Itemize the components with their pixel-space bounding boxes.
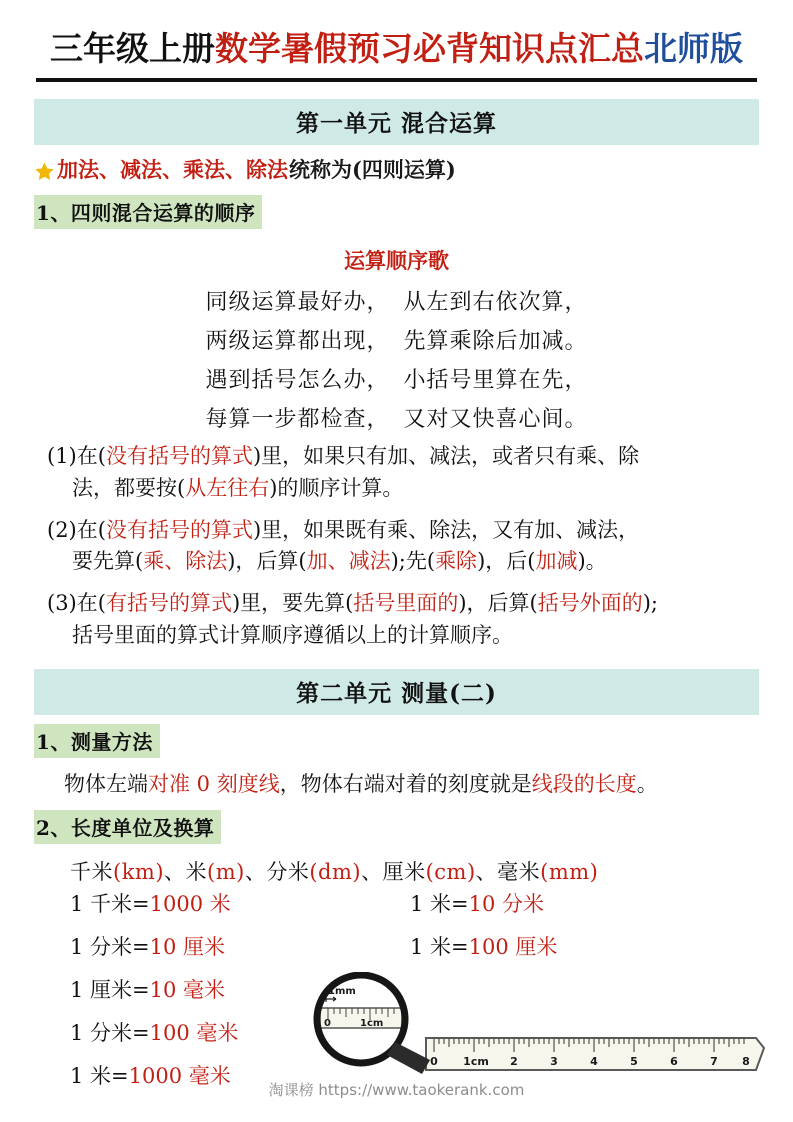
- rule-continuation: [48, 546, 759, 578]
- unit1-banner: 第一单元 混合运算: [34, 99, 759, 145]
- body-text: )，后(: [477, 549, 536, 574]
- unit1-star-line: [34, 155, 759, 185]
- svg-text:5: 5: [630, 1054, 638, 1068]
- unit-separator: 、: [244, 859, 267, 884]
- poem-line-a: 每算一步都检查，: [205, 406, 390, 432]
- svg-text:4: 4: [590, 1054, 598, 1068]
- unit2-section1-heading: 1、测量方法: [34, 724, 160, 758]
- rule-continuation: [48, 473, 759, 505]
- emphasis-text: 括号外面的: [537, 591, 643, 616]
- conversion-lhs: 1 米=: [70, 1063, 129, 1088]
- rule-item: [34, 588, 759, 652]
- poem-line-a: 遇到括号怎么办，: [205, 367, 390, 393]
- conversion-lhs: 1 分米=: [70, 1020, 150, 1045]
- rule-main: [77, 591, 658, 615]
- emphasis-text: 线段的长度: [531, 772, 637, 797]
- conversion-rhs: 1000 毫米: [128, 1063, 231, 1088]
- svg-text:6: 6: [670, 1054, 678, 1068]
- body-text: ，物体右端对着的刻度就是: [279, 772, 532, 797]
- star-icon: [34, 160, 55, 181]
- emphasis-text: 乘、除法: [143, 549, 228, 574]
- poem-line: [34, 328, 759, 354]
- unit2-banner: 第二单元 测量(二): [34, 669, 759, 715]
- star-line-black: 统称为(四则运算): [289, 157, 456, 183]
- svg-text:0: 0: [324, 1017, 331, 1029]
- conversions-left-column: [70, 891, 239, 1109]
- unit2-section2-heading: 2、长度单位及换算: [34, 810, 221, 844]
- rule-main: [77, 444, 639, 468]
- conversion-lhs: 1 分米=: [70, 934, 150, 959]
- emphasis-text: 没有括号的算式: [105, 517, 253, 542]
- emphasis-text: 加减: [535, 549, 578, 574]
- conversion-lhs: 1 千米=: [70, 891, 150, 916]
- conversion-item: [70, 977, 238, 1002]
- poem-line-b: 从左到右依次算，: [403, 289, 588, 315]
- unit-name: 千米: [70, 859, 113, 884]
- body-text: 物体左端: [64, 772, 148, 797]
- body-text: 要先算(: [72, 549, 144, 574]
- magnifier-over-ruler-illustration: [298, 972, 778, 1097]
- conversion-rhs: 10 毫米: [149, 977, 226, 1002]
- body-text: 在(: [76, 517, 106, 542]
- unit-abbreviation: (m): [207, 859, 245, 884]
- poem-title: 运算顺序歌: [344, 247, 449, 273]
- rule-number: (1): [47, 443, 77, 468]
- emphasis-text: 有括号的算式: [105, 591, 232, 616]
- watermark: 淘课榜 https://www.taokerank.com: [268, 1081, 525, 1099]
- emphasis-text: 乘除: [435, 549, 478, 574]
- unit-abbreviation: (km): [113, 859, 165, 884]
- body-text: )的顺序计算。: [269, 475, 404, 500]
- body-text: )。: [577, 549, 607, 574]
- conversion-lhs: 1 米=: [410, 891, 469, 916]
- body-text: )，后算(: [227, 549, 307, 574]
- emphasis-text: 没有括号的算式: [105, 443, 253, 468]
- conversion-rhs: 100 毫米: [149, 1020, 239, 1045]
- unit-separator: 、: [361, 859, 383, 884]
- measure-method-paragraph: [34, 769, 759, 801]
- svg-text:1cm: 1cm: [360, 1017, 384, 1029]
- unit-name: 厘米: [382, 859, 426, 884]
- conversion-rhs: 100 厘米: [468, 934, 558, 959]
- unit1-section1-heading: 1、四则混合运算的顺序: [34, 195, 262, 229]
- poem-line-b: 又对又快喜心间。: [403, 406, 588, 432]
- poem-line: [34, 289, 759, 315]
- conversion-item: [410, 934, 558, 959]
- body-text: 括号里面的算式计算顺序遵循以上的计算顺序。: [72, 623, 513, 648]
- poem-body: [34, 289, 759, 432]
- conversion-item: [410, 891, 557, 916]
- conversion-item: [70, 1020, 239, 1045]
- poem-line: [34, 367, 759, 393]
- unit-name: 分米: [266, 859, 310, 884]
- poem-line-a: 同级运算最好办，: [205, 289, 390, 315]
- rule-item: [34, 441, 759, 505]
- length-units-row: [34, 856, 759, 886]
- svg-text:2: 2: [510, 1054, 518, 1068]
- svg-text:1cm: 1cm: [463, 1054, 489, 1068]
- svg-text:3: 3: [550, 1054, 558, 1068]
- poem-line-b: 先算乘除后加减。: [403, 328, 588, 354]
- svg-text:8: 8: [742, 1054, 750, 1068]
- title-grade: 三年级上册: [50, 29, 215, 68]
- svg-text:7: 7: [710, 1054, 718, 1068]
- conversions-right-column: [410, 891, 558, 980]
- title-divider: [36, 78, 757, 82]
- rule-item: [34, 515, 759, 579]
- conversion-lhs: 1 厘米=: [70, 977, 150, 1002]
- svg-text:1mm: 1mm: [328, 985, 356, 997]
- title-subject: 数学暑假预习必背知识点汇总: [215, 29, 644, 68]
- body-text: )里，如果只有加、减法，或者只有乘、除: [252, 443, 640, 468]
- rule-main: [77, 518, 639, 542]
- conversions-block: [34, 891, 759, 1104]
- unit-separator: 、: [475, 859, 498, 884]
- body-text: 在(: [76, 443, 106, 468]
- unit-abbreviation: (mm): [540, 859, 599, 884]
- emphasis-text: 对准 0 刻度线: [148, 772, 280, 797]
- star-line-red: 加法、减法、乘法、除法: [57, 157, 288, 183]
- title-block: [34, 0, 759, 82]
- unit-abbreviation: (cm): [425, 859, 476, 884]
- conversion-item: [70, 934, 238, 959]
- rule-number: (2): [47, 517, 77, 542]
- title-edition: 北师版: [644, 29, 743, 68]
- conversion-rhs: 10 分米: [468, 891, 545, 916]
- body-text: );先(: [390, 549, 436, 574]
- page-title: [34, 28, 759, 69]
- poem-line-a: 两级运算都出现，: [205, 328, 390, 354]
- conversion-rhs: 10 厘米: [149, 934, 226, 959]
- body-text: 在(: [76, 591, 106, 616]
- body-text: 。: [636, 772, 658, 797]
- body-text: 法，都要按(: [72, 475, 186, 500]
- body-text: );: [642, 591, 659, 616]
- emphasis-text: 加、减法: [306, 549, 391, 574]
- unit-abbreviation: (dm): [309, 859, 362, 884]
- rule-continuation: [48, 620, 759, 652]
- unit-name: 毫米: [497, 859, 541, 884]
- poem-line: [34, 406, 759, 432]
- unit-separator: 、: [164, 859, 186, 884]
- conversion-lhs: 1 米=: [410, 934, 469, 959]
- unit-name: 米: [185, 859, 208, 884]
- emphasis-text: 从左往右: [185, 475, 270, 500]
- body-text: )里，如果既有乘、除法，又有加、减法，: [252, 517, 640, 542]
- rule-number: (3): [47, 591, 77, 616]
- body-text: )里，要先算(: [231, 591, 354, 616]
- poem-line-b: 小括号里算在先，: [403, 367, 588, 393]
- body-text: )，后算(: [458, 591, 538, 616]
- emphasis-text: 括号里面的: [353, 591, 459, 616]
- conversion-rhs: 1000 米: [149, 891, 231, 916]
- svg-text:0: 0: [430, 1054, 438, 1068]
- conversion-item: [70, 891, 238, 916]
